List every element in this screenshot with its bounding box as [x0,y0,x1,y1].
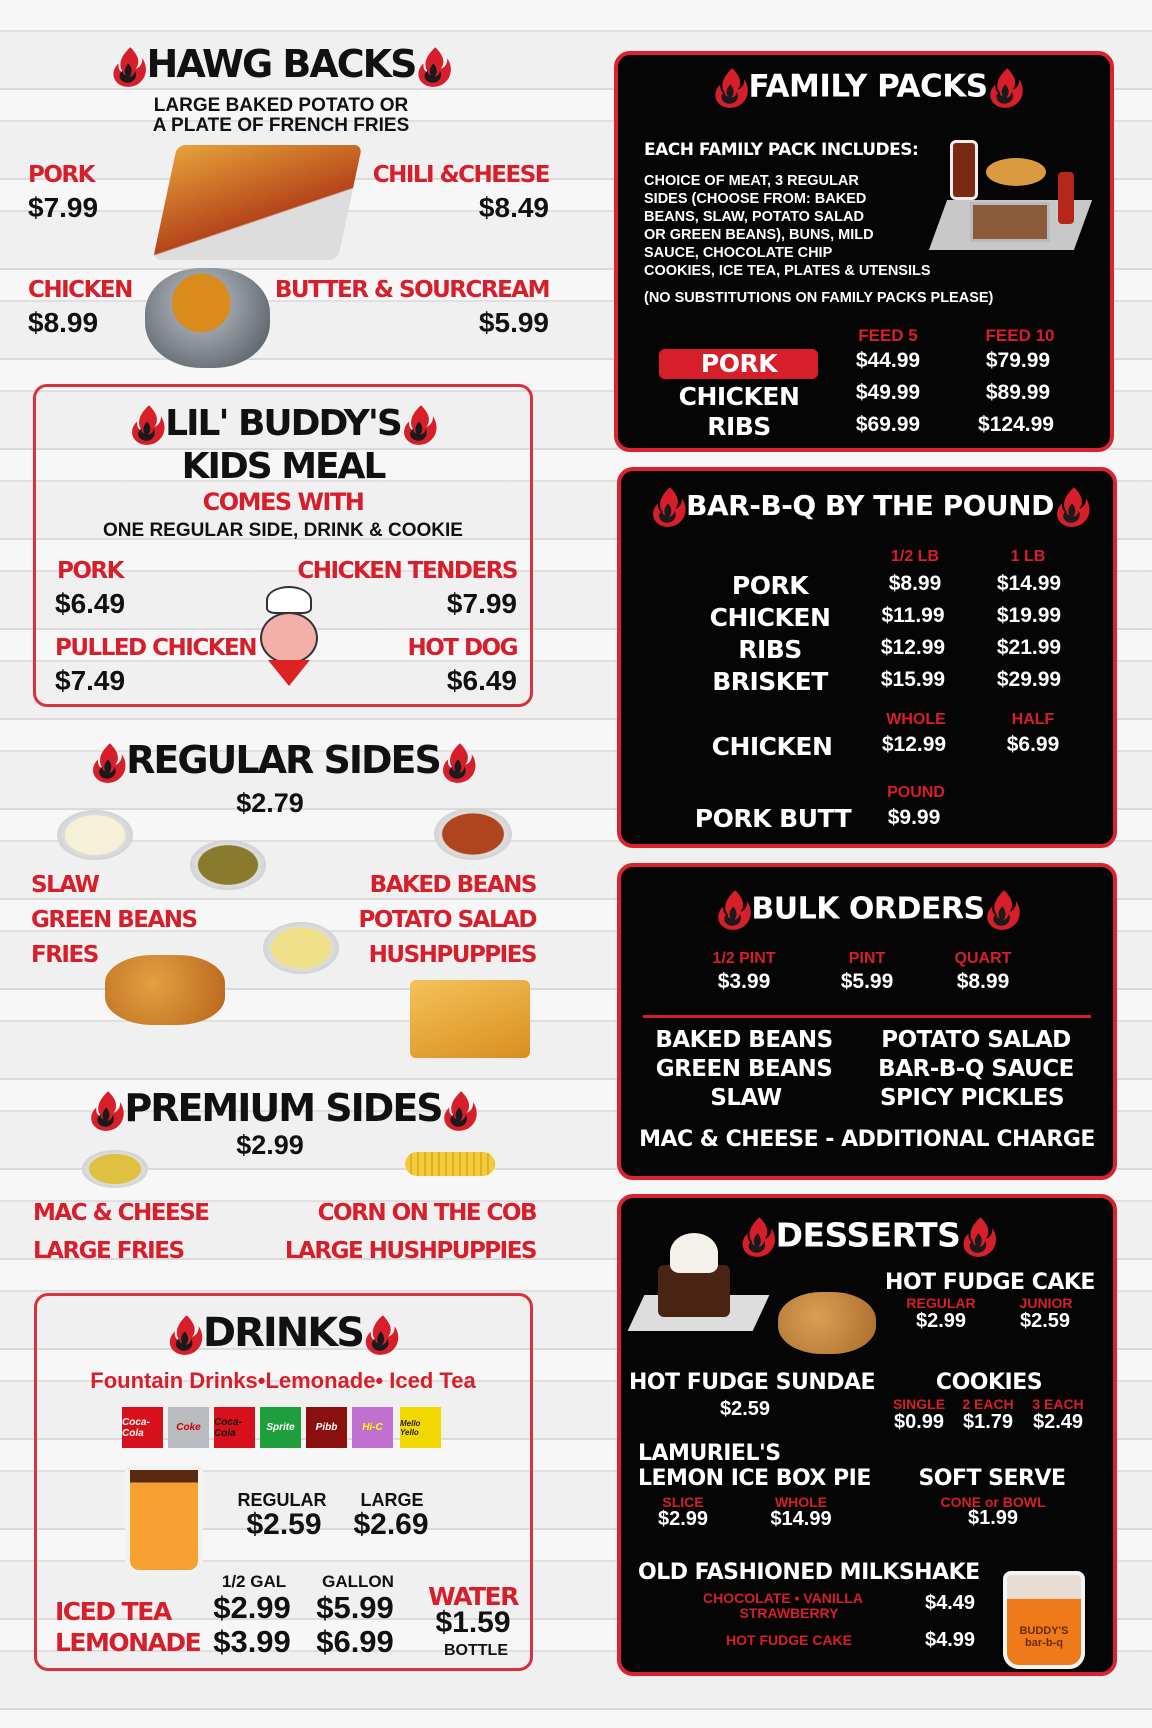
size-price: $8.99 [956,970,1010,993]
dessert-price: $1.99 [967,1507,1019,1529]
gallon-label: GALLON [322,1572,394,1591]
flame-icon [960,1215,996,1259]
flame-icon [167,1313,203,1357]
pack-name: CHICKEN [678,382,800,411]
feed-5-label: FEED 5 [858,326,918,345]
desserts-heading [740,1215,997,1259]
hawg-backs-heading [111,42,452,89]
item-name: BUTTER & SOURCREAM [274,277,549,303]
item-price: $8.49 [478,192,549,223]
whole-label: WHOLE [886,711,946,728]
half-gallon-label: 1/2 GAL [221,1572,287,1591]
dessert-price: $2.59 [1019,1310,1071,1332]
side-name: GREEN BEANS [31,907,197,933]
description-line: SIDES (CHOOSE FROM: BAKED [644,191,867,207]
description-line: COOKIES, ICE TEA, PLATES & UTENSILS [644,263,931,279]
bulk-item: GREEN BEANS [655,1056,833,1082]
milkshake-cup-image [1003,1571,1085,1669]
flame-icon [988,66,1024,110]
dessert-name: LAMURIEL'S [638,1441,781,1466]
bulk-item: SLAW [710,1085,782,1111]
iced-tea-label: ICED TEA [55,1597,171,1626]
baked-beans-bowl-image [434,808,512,860]
flame-icon [1054,485,1090,529]
one-lb-price: $21.99 [996,636,1062,659]
meat-name: RIBS [738,635,802,664]
hot-fudge-cake-shake: HOT FUDGE CAKE [726,1632,852,1648]
hushpuppies-image [105,955,225,1025]
half-chicken-price: $6.99 [1006,733,1060,756]
one-lb-price: $29.99 [996,668,1062,691]
kids-includes: ONE REGULAR SIDE, DRINK & COOKIE [103,520,463,541]
premium-sides-price: $2.99 [236,1130,304,1160]
size-label: PINT [848,950,886,967]
bulk-heading [715,888,1020,932]
buddys-logo: BUDDY'S bar-b-q [1019,1625,1069,1649]
milkshake-price: $4.99 [925,1629,976,1651]
feed-10-price: $124.99 [978,413,1054,436]
dessert-price: $14.99 [770,1508,832,1530]
section-title: BULK ORDERS [751,891,985,927]
family-packs-heading [712,66,1023,110]
regular-sides-heading [90,738,476,785]
whole-label: WHOLE [774,1494,828,1510]
item-name: HOT DOG [407,635,517,661]
pack-name: RIBS [707,412,771,441]
flame-icon [90,741,126,785]
dessert-name: OLD FASHIONED MILKSHAKE [638,1560,980,1585]
section-title: FAMILY PACKS [748,68,988,105]
meat-name: PORK [731,571,809,600]
item-name: CHILI &CHEESE [372,162,549,188]
section-title: LIL' BUDDY'S [165,403,401,444]
dessert-price: $2.99 [657,1508,709,1530]
includes-heading: EACH FAMILY PACK INCLUDES: [644,140,919,160]
flame-icon [712,66,748,110]
dessert-price: $2.99 [915,1310,967,1332]
half-lb-price: $8.99 [888,572,942,595]
item-price: $6.49 [446,665,517,696]
regular-label: REGULAR [237,1490,327,1510]
item-price: $7.99 [446,588,517,619]
lemonade-label: LEMONADE [55,1628,201,1657]
one-lb-label: 1 LB [1010,548,1046,565]
section-title: DRINKS [202,1310,364,1356]
bulk-item: BAR-B-Q SAUCE [878,1056,1074,1082]
pig-mascot-icon [256,586,322,692]
meat-name: BRISKET [712,667,828,696]
milkshake-price: $4.49 [925,1592,976,1614]
hi-c-logo: Hi-C [352,1407,393,1448]
iced-tea-gallon-price: $5.99 [316,1590,394,1625]
pork-butt-price: $9.99 [887,806,941,829]
dessert-name: HOT FUDGE CAKE [885,1270,1095,1295]
whole-chicken-name: CHICKEN [711,732,833,761]
size-label: 1/2 PINT [712,950,776,967]
half-lb-price: $12.99 [880,636,946,659]
regular-sides-price: $2.79 [236,788,304,818]
flame-icon [715,888,751,932]
item-price: $5.99 [478,307,549,338]
comes-with: COMES WITH [202,488,364,516]
section-title: REGULAR SIDES [126,738,440,782]
flame-icon [129,403,165,447]
slaw-bowl-image [57,810,133,860]
side-name: BAKED BEANS [369,872,536,898]
side-name: MAC & CHEESE [33,1200,209,1226]
hawg-subtitle-2: A PLATE OF FRENCH FRIES [152,115,410,136]
cookies-image [778,1292,876,1354]
hawg-subtitle-1: LARGE BAKED POTATO OR [153,95,409,116]
side-name: POTATO SALAD [358,907,536,933]
feed-10-price: $79.99 [985,349,1051,372]
size-price: $3.99 [717,970,771,993]
side-name: HUSHPUPPIES [368,942,536,968]
family-pack-image [928,140,1088,258]
item-price: $6.49 [55,588,126,619]
pork-butt-name: PORK BUTT [694,804,852,833]
flame-icon [111,45,147,89]
milkshake-flavors: CHOCOLATE • VANILLA [703,1590,863,1606]
green-beans-bowl-image [190,840,266,890]
kids-heading [129,403,437,447]
description-line: OR GREEN BEANS), BUNS, MILD [644,227,874,243]
flame-icon [401,403,437,447]
fries-image [410,980,530,1058]
item-name: CHICKEN TENDERS [297,558,517,584]
half-lb-price: $15.99 [880,668,946,691]
bbq-heading [650,485,1090,529]
section-title: PREMIUM SIDES [124,1086,442,1130]
one-lb-price: $19.99 [996,604,1062,627]
large-label: LARGE [360,1490,424,1510]
drinks-heading [167,1310,399,1357]
regular-price: $2.59 [246,1508,322,1541]
coke-zero-logo: Coca-Cola [214,1407,255,1448]
cone-bowl-label: CONE or BOWL [940,1494,1046,1510]
regular-label: REGULAR [906,1295,976,1311]
lemonade-gallon-price: $6.99 [316,1624,394,1659]
side-name: LARGE HUSHPUPPIES [284,1238,536,1264]
meat-name: CHICKEN [709,603,831,632]
iced-tea-half-price: $2.99 [213,1590,291,1625]
pibb-logo: Pibb [306,1407,347,1448]
item-name: PORK [28,162,94,188]
dessert-name: HOT FUDGE SUNDAE [628,1370,876,1395]
dessert-name: COOKIES [935,1370,1043,1395]
dessert-price: $0.99 [893,1411,945,1433]
baked-potato-image [145,268,270,368]
slice-label: SLICE [662,1494,704,1510]
pound-label: POUND [887,784,945,801]
junior-label: JUNIOR [1019,1295,1073,1311]
flame-icon [88,1089,124,1133]
large-price: $2.69 [353,1508,429,1541]
three-each-label: 3 EACH [1032,1396,1084,1412]
flame-icon [650,485,686,529]
dessert-price: $2.49 [1032,1411,1084,1433]
half-label: HALF [1011,711,1055,728]
dessert-name: LEMON ICE BOX PIE [638,1466,871,1491]
pack-name: PORK [700,349,778,378]
feed-5-price: $69.99 [855,413,921,436]
two-each-label: 2 EACH [962,1396,1014,1412]
description-line: BEANS, SLAW, POTATO SALAD [644,209,864,225]
flame-icon [985,888,1021,932]
item-name: PULLED CHICKEN [55,635,257,661]
water-label: WATER [428,1582,518,1611]
mac-cheese-note: MAC & CHEESE - ADDITIONAL CHARGE [639,1127,1095,1152]
section-title: DESSERTS [775,1215,961,1255]
feed-5-price: $44.99 [855,349,921,372]
size-label: QUART [954,950,1012,967]
dessert-price: $2.59 [719,1398,771,1420]
bulk-item: SPICY PICKLES [879,1085,1065,1111]
divider [643,1015,1091,1018]
diet-coke-logo: Coke [168,1407,209,1448]
sprite-logo: Sprite [260,1407,301,1448]
item-price: $7.49 [55,665,126,696]
milkshake-flavors: STRAWBERRY [739,1605,839,1621]
premium-sides-heading [88,1086,477,1133]
flame-icon [440,741,476,785]
section-title: HAWG BACKS [146,42,416,86]
description-line: SAUCE, CHOCOLATE CHIP [644,245,833,261]
drinks-subtitle: Fountain Drinks•Lemonade• Iced Tea [90,1368,476,1393]
lemonade-half-price: $3.99 [213,1624,291,1659]
single-label: SINGLE [892,1396,946,1412]
one-lb-price: $14.99 [996,572,1062,595]
corn-image [405,1152,495,1176]
item-price: $7.99 [28,192,99,223]
flame-icon [442,1089,478,1133]
bulk-item: BAKED BEANS [655,1027,833,1053]
item-name: PORK [57,558,123,584]
mello-yello-logo: Mello Yello [400,1407,441,1448]
dessert-name: SOFT SERVE [918,1466,1066,1491]
water-unit: BOTTLE [444,1642,508,1659]
water-price: $1.59 [435,1606,511,1639]
iced-tea-cup-image [125,1465,203,1575]
half-lb-label: 1/2 LB [890,548,940,565]
coca-cola-logo: Coca-Cola [122,1407,163,1448]
flame-icon [740,1215,776,1259]
side-name: FRIES [31,942,98,968]
whole-chicken-price: $12.99 [881,733,947,756]
potato-salad-bowl-image [263,922,339,974]
item-price: $8.99 [28,307,99,338]
mac-cheese-bowl-image [82,1150,148,1188]
dessert-price: $1.79 [962,1411,1014,1433]
feed-5-price: $49.99 [855,381,921,404]
feed-10-price: $89.99 [985,381,1051,404]
section-title: BAR-B-Q BY THE POUND [686,489,1054,522]
size-price: $5.99 [840,970,894,993]
description-line: CHOICE OF MEAT, 3 REGULAR [644,173,859,189]
bulk-item: POTATO SALAD [881,1027,1071,1053]
chili-fries-image [153,145,362,260]
feed-10-label: FEED 10 [985,326,1055,345]
family-pack-description [644,172,931,280]
flame-icon [415,45,451,89]
flame-icon [363,1313,399,1357]
side-name: SLAW [31,872,99,898]
kids-title-2: KIDS MEAL [181,446,385,487]
half-lb-price: $11.99 [881,604,945,627]
side-name: LARGE FRIES [33,1238,184,1264]
item-name: CHICKEN [28,277,132,303]
family-pack-note: (NO SUBSTITUTIONS ON FAMILY PACKS PLEASE) [644,290,994,306]
side-name: CORN ON THE COB [317,1200,536,1226]
